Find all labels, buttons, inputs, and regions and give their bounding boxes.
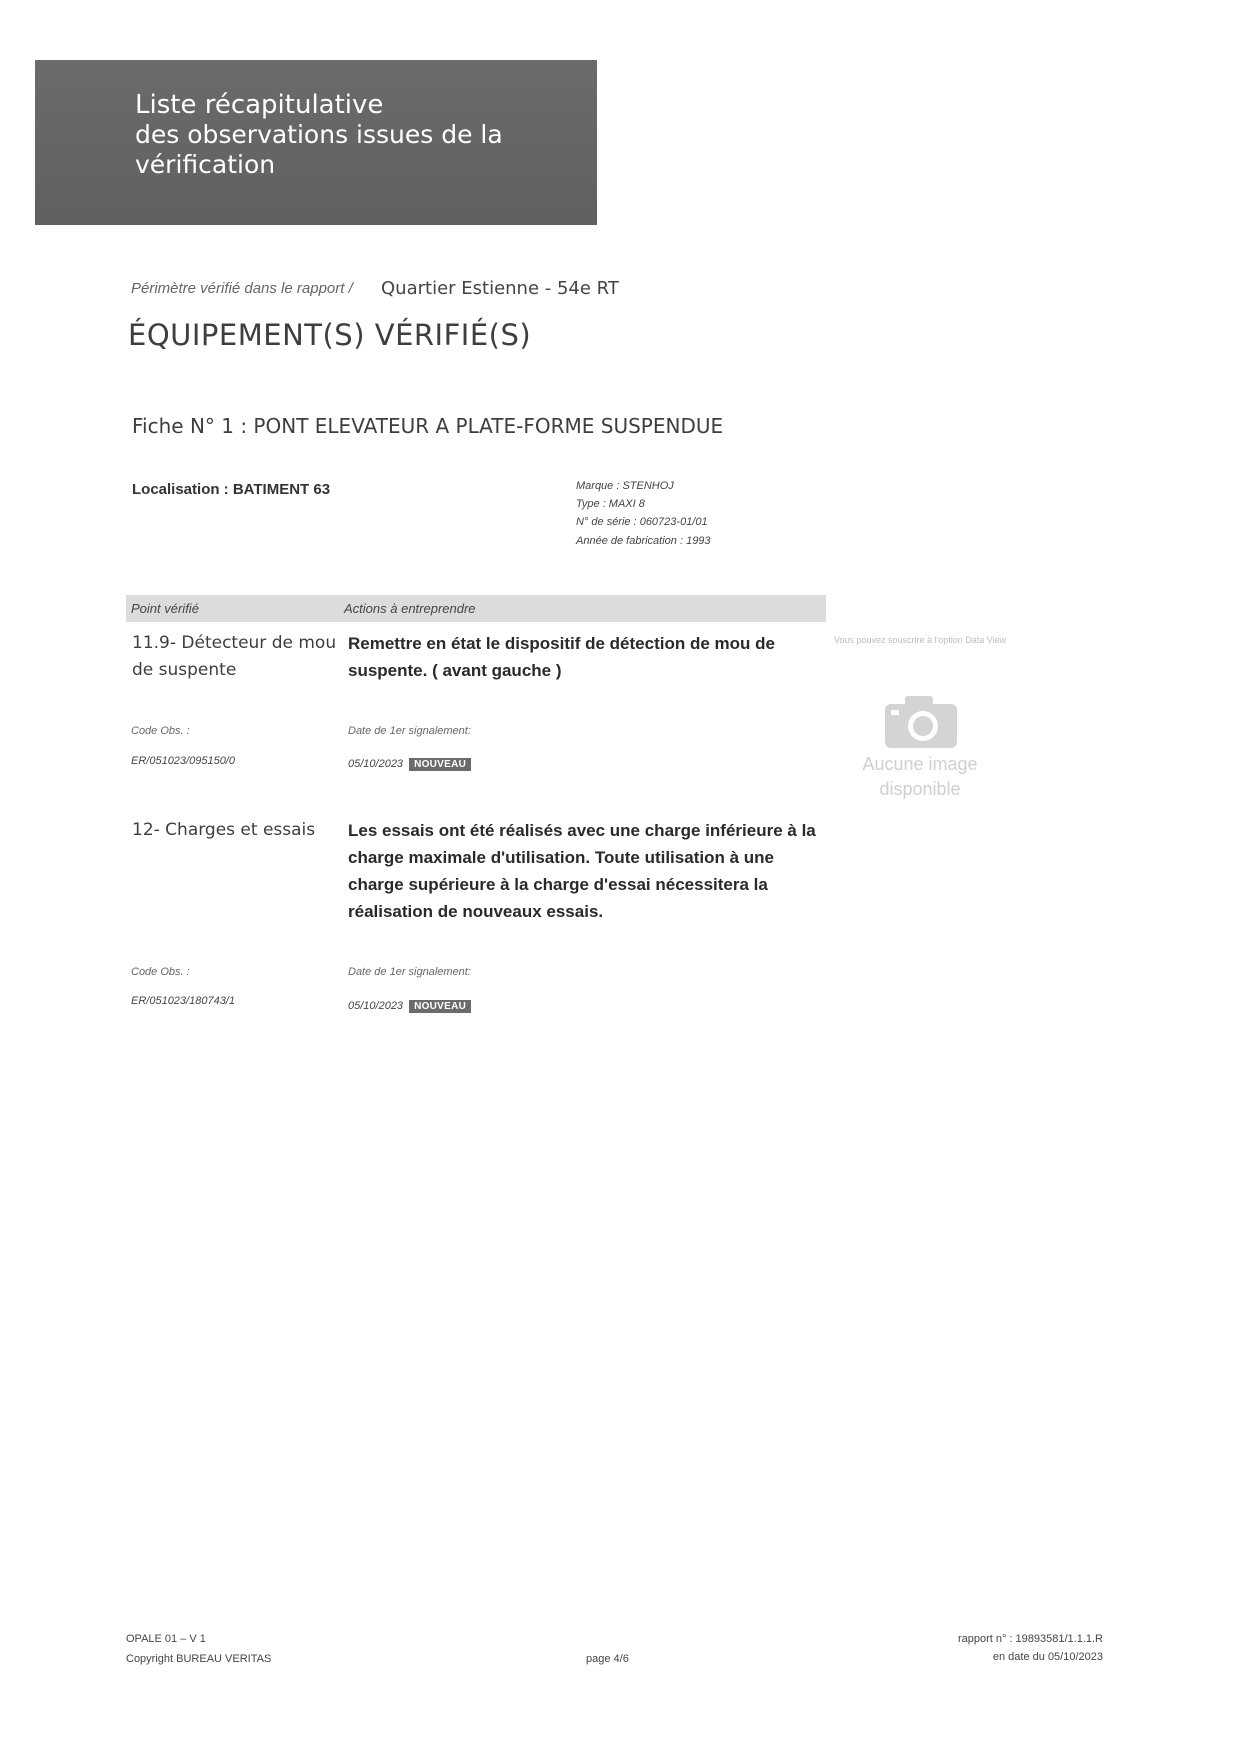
row-1-date-label: Date de 1er signalement: <box>348 725 471 737</box>
type: Type : MAXI 8 <box>576 498 645 510</box>
row-2-status-badge: NOUVEAU <box>409 1000 471 1013</box>
footer-page: page 4/6 <box>586 1653 629 1665</box>
row-1-date-value: 05/10/2023 <box>348 758 404 770</box>
row-2-code-value: ER/051023/180743/1 <box>131 995 235 1007</box>
col-actions: Actions à entreprendre <box>344 601 476 616</box>
marque: Marque : STENHOJ <box>576 480 674 492</box>
table-header <box>126 595 826 622</box>
row-1-status-badge: NOUVEAU <box>409 758 471 771</box>
fiche-title: Fiche N° 1 : PONT ELEVATEUR A PLATE-FORME SUSPENDUE <box>132 414 724 438</box>
footer-date: en date du 05/10/2023 <box>992 1651 1103 1663</box>
row-2-action: Les essais ont été réalisés avec une charge inférieure à la charge maximale d'utilisation. Toute utilisation à une charge supérieure à la charge d'essai nécessitera la réalisation de nouveaux essais. <box>348 821 816 921</box>
row-2-date <box>348 1000 471 1013</box>
row-1-date <box>348 758 471 771</box>
serie: N° de série : 060723-01/01 <box>576 516 708 528</box>
banner-title-line-2: des observations issues de la <box>135 120 503 149</box>
data-view-note: Vous pouvez souscrire à l'option Data View <box>833 635 1007 645</box>
banner-title-line-1: Liste récapitulative <box>135 90 384 120</box>
row-1-code-value: ER/051023/095150/0 <box>131 755 235 767</box>
row-1-action: Remettre en état le dispositif de détection de mou de suspente. ( avant gauche ) <box>348 634 775 680</box>
footer-rapport: rapport n° : 19893581/1.1.1.R <box>957 1633 1103 1645</box>
perimetre-label: Périmètre vérifié dans le rapport / <box>131 280 353 297</box>
row-1-code-label: Code Obs. : <box>131 725 190 737</box>
no-image-text: Aucune image disponible <box>862 754 978 799</box>
footer-version: OPALE 01 – V 1 <box>126 1633 206 1645</box>
row-2-point: 12- Charges et essais <box>132 820 316 840</box>
section-title: ÉQUIPEMENT(S) VÉRIFIÉ(S) <box>128 318 532 352</box>
row-2-code-label: Code Obs. : <box>131 966 190 978</box>
annee-fabrication: Année de fabrication : 1993 <box>576 535 711 547</box>
col-point-verifie: Point vérifié <box>131 601 199 616</box>
camera-icon <box>885 694 957 753</box>
perimetre-value: Quartier Estienne - 54e RT <box>381 278 619 299</box>
localisation: Localisation : BATIMENT 63 <box>132 481 331 498</box>
header-banner <box>35 60 597 225</box>
row-1-point: 11.9- Détecteur de mou de suspente <box>132 633 337 680</box>
row-2-date-value: 05/10/2023 <box>348 1000 404 1012</box>
banner-title-line-3: vérification <box>135 150 276 179</box>
footer-copyright: Copyright BUREAU VERITAS <box>126 1653 272 1665</box>
row-2-date-label: Date de 1er signalement: <box>348 966 471 978</box>
